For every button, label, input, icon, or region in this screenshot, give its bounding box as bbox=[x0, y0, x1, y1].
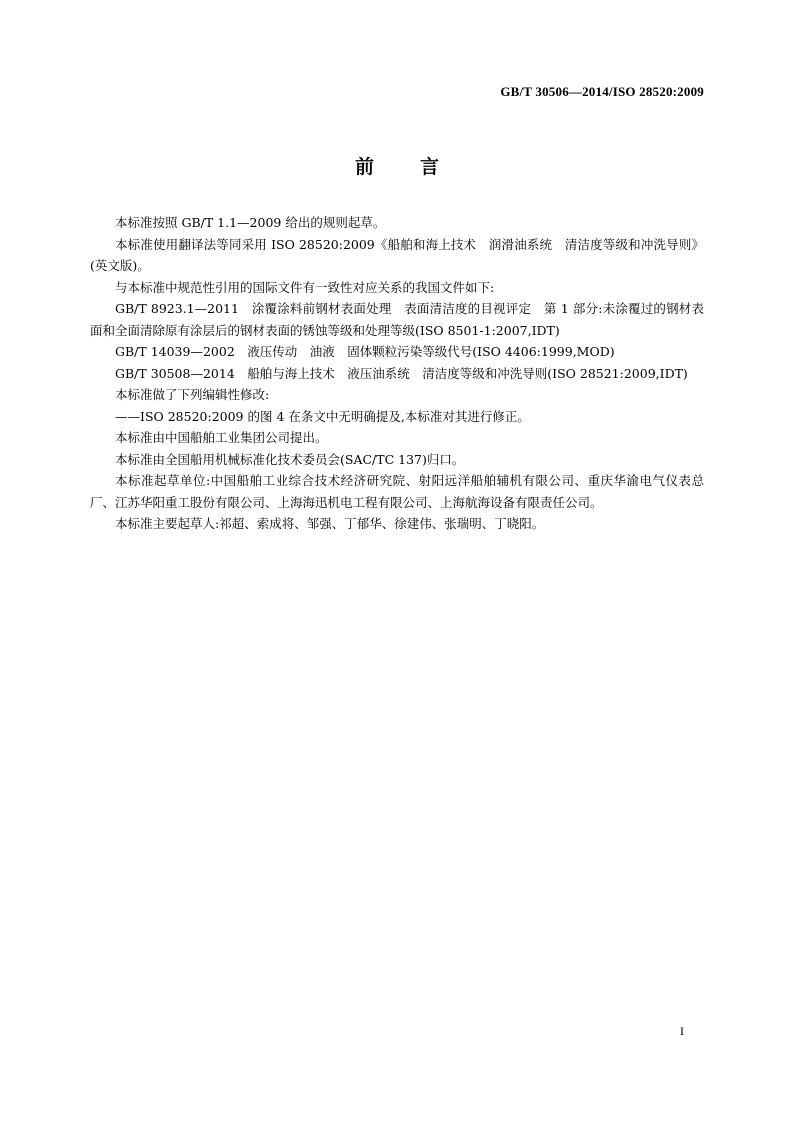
paragraph-drafting-rules: 本标准按照 GB/T 1.1—2009 给出的规则起草。 bbox=[115, 215, 386, 230]
paragraph-references-intro: 与本标准中规范性引用的国际文件有一致性对应关系的我国文件如下: bbox=[115, 279, 495, 295]
paragraph-drafters: 本标准主要起草人:祁超、索成将、邹强、丁郁华、徐建伟、张瑞明、丁晓阳。 bbox=[115, 516, 545, 531]
page-number: I bbox=[680, 1024, 684, 1038]
paragraph-editorial-intro: 本标准做了下列编辑性修改: bbox=[115, 387, 270, 402]
paragraph-editorial-item: ——ISO 28520:2009 的图 4 在条文中无明确提及,本标准对其进行修正。 bbox=[115, 408, 530, 424]
page-title: 前言 bbox=[354, 156, 485, 178]
foreword-body bbox=[90, 212, 704, 535]
standard-code: GB/T 30506—2014/ISO 28520:2009 bbox=[500, 84, 704, 99]
paragraph-drafting-units: 本标准起草单位:中国船舶工业综合技术经济研究院、射阳远洋船舶辅机有限公司、重庆华渝电气仪表总厂、江苏华阳重工股份有限公司、上海海迅机电工程有限公司、上海航海设备有限责任公司。 bbox=[90, 473, 704, 510]
paragraph-reference-gbt14039: GB/T 14039—2002 液压传动 油液 固体颗粒污染等级代号(ISO 4406:1999,MOD) bbox=[115, 344, 615, 359]
paragraph-proposer: 本标准由中国船舶工业集团公司提出。 bbox=[115, 430, 328, 445]
paragraph-committee: 本标准由全国船用机械标准化技术委员会(SAC/TC 137)归口。 bbox=[115, 451, 465, 467]
paragraph-adoption: 本标准使用翻译法等同采用 ISO 28520:2009《船舶和海上技术 润滑油系统 清洁度等级和冲洗导则》(英文版)。 bbox=[90, 236, 704, 273]
paragraph-reference-gbt8923: GB/T 8923.1—2011 涂覆涂料前钢材表面处理 表面清洁度的目视评定 第 1 部分:未涂覆过的钢材表面和全面清除原有涂层后的钢材表面的锈蚀等级和处理等级(ISO 8501-1:2007,IDT) bbox=[90, 301, 704, 338]
paragraph-reference-gbt30508: GB/T 30508—2014 船舶与海上技术 液压油系统 清洁度等级和冲洗导则(ISO 28521:2009,IDT) bbox=[115, 365, 688, 381]
